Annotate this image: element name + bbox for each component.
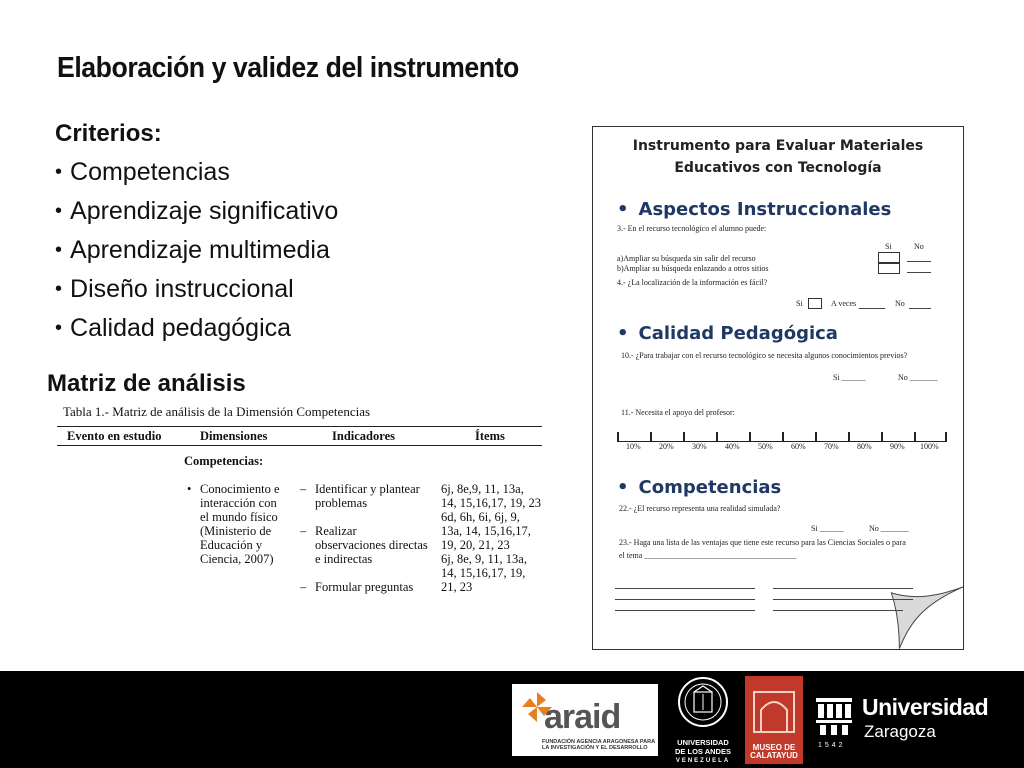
option-b: b)Ampliar su búsqueda enlazando a otros sitios [617,264,769,273]
question-23: 23.- Haga una lista de las ventajas que tiene este recurso para las Ciencias Sociales o para [619,538,906,547]
column-header-evento: Evento en estudio [67,429,162,443]
criterios-list [55,154,575,349]
items-cell [441,482,541,594]
answer-line[interactable] [615,610,755,611]
blank-q4-no [909,308,931,309]
yes-label: Si [885,242,892,251]
ula-text: DE LOS ANDES [675,747,731,756]
percentage-scale [617,432,947,442]
answer-line[interactable] [773,588,913,589]
no-label: No [914,242,924,251]
section-heading-aspectos: • Aspectos Instruccionales [617,199,891,220]
unizar-year: 1542 [818,742,846,749]
criterio-item: • Calidad pedagógica [55,310,575,349]
instrument-title [593,135,963,179]
indicator-item: – Identificar y plantear problemas [300,482,430,510]
q22-yes: Si ______ [811,524,844,533]
table-header [57,426,542,446]
museo-arch-icon [751,682,797,734]
question-3: 3.- En el recurso tecnológico el alumno puede: [617,224,767,233]
araid-subtitle: FUNDACIÓN AGENCIA ARAGONESA PARA LA INVESTIGACIÓN Y EL DESARROLLO [542,739,655,751]
q22-no: No _______ [869,524,909,533]
question-22: 22.- ¿El recurso representa una realidad simulada? [619,504,781,513]
table-body [57,446,542,640]
q4-sometimes-label: A veces [831,299,857,308]
scale-label: 80% [857,442,872,451]
analysis-matrix-table [57,404,542,640]
slide-title: Elaboración y validez del instrumento [57,52,519,84]
question-10: 10.- ¿Para trabajar con el recurso tecnológico se necesita algunos conocimientos previos? [621,351,908,360]
q10-yes: Si ______ [833,373,866,382]
scale-label: 20% [659,442,674,451]
indicator-item: – Formular preguntas [300,580,430,594]
unizar-wordmark: Universidad [862,694,989,720]
checkbox-q4-si[interactable] [808,298,822,309]
table-caption: Tabla 1.- Matriz de análisis de la Dimensión Competencias [63,404,371,419]
ula-text: VENEZUELA [675,758,731,764]
q4-no-label: No [895,299,905,308]
museo-logo [745,676,803,764]
matriz-heading: Matriz de análisis [47,370,246,397]
column-header-items: Ítems [475,429,505,443]
q4-yes-label: Si [796,299,803,308]
group-label: Competencias: [184,454,264,468]
checkbox-a-si[interactable] [878,252,900,263]
question-11: 11.- Necesita el apoyo del profesor: [621,408,735,417]
dimension-text: • Conocimiento e interacción con el mundo físico (Ministerio de Educación y Ciencia, 2007) [187,482,287,566]
criterios-block [55,120,575,349]
scale-label: 40% [725,442,740,451]
araid-logo [512,684,658,756]
dimension-cell [187,482,287,566]
answer-line[interactable] [615,599,755,600]
ula-logo [668,676,738,766]
museo-text: MUSEO DE CALATAYUD [750,743,798,760]
scale-label: 90% [890,442,905,451]
criterio-item: • Aprendizaje multimedia [55,232,575,271]
ula-text: UNIVERSIDAD [677,738,729,747]
items-value: 6j, 8e,9, 11, 13a, 14, 15,16,17, 19, 23 [441,482,541,510]
option-a: a)Ampliar su búsqueda sin salir del recurso [617,254,756,263]
section-heading-competencias: • Competencias [617,477,781,498]
blank-b-no [907,272,931,273]
ula-seal-icon [678,676,728,728]
question-23-continued: el tema ______________________________________ [619,551,797,560]
column-header-indicadores: Indicadores [332,429,395,443]
answer-line[interactable] [773,599,913,600]
column-header-dimensiones: Dimensiones [200,429,268,443]
scale-label: 70% [824,442,839,451]
blank-a-no [907,261,931,262]
scale-label: 50% [758,442,773,451]
criterio-item: • Competencias [55,154,575,193]
answer-line[interactable] [773,610,903,611]
instrument-document [592,126,964,650]
indicators-cell [300,482,430,594]
unizar-logo [812,692,1002,756]
answer-line[interactable] [615,588,755,589]
q10-no: No _______ [898,373,938,382]
araid-wordmark: araid [544,698,621,736]
criterios-heading: Criterios: [55,120,162,147]
items-value: 6d, 6h, 6i, 6j, 9, 13a, 14, 15,16,17, 19, 20, 21, 23 [441,510,531,552]
indicator-item: – Realizar observaciones directas e indirectas [300,524,430,566]
scale-label: 100% [920,442,939,451]
question-4: 4.- ¿La localización de la información es fácil? [617,278,768,287]
instrument-title-line: Educativos con Tecnología [674,160,882,176]
criterio-item: • Diseño instruccional [55,271,575,310]
scale-label: 60% [791,442,806,451]
section-heading-calidad: • Calidad Pedagógica [617,323,838,344]
instrument-title-line: Instrumento para Evaluar Materiales [632,138,924,154]
unizar-building-icon [814,692,854,738]
unizar-city: Zaragoza [864,722,936,741]
scale-label: 10% [626,442,641,451]
checkbox-b-si[interactable] [878,263,900,274]
criterio-item: • Aprendizaje significativo [55,193,575,232]
blank-q4-aveces [859,308,885,309]
scale-label: 30% [692,442,707,451]
items-value: 6j, 8e, 9, 11, 13a, 14, 15,16,17, 19, 21, 23 [441,552,527,594]
